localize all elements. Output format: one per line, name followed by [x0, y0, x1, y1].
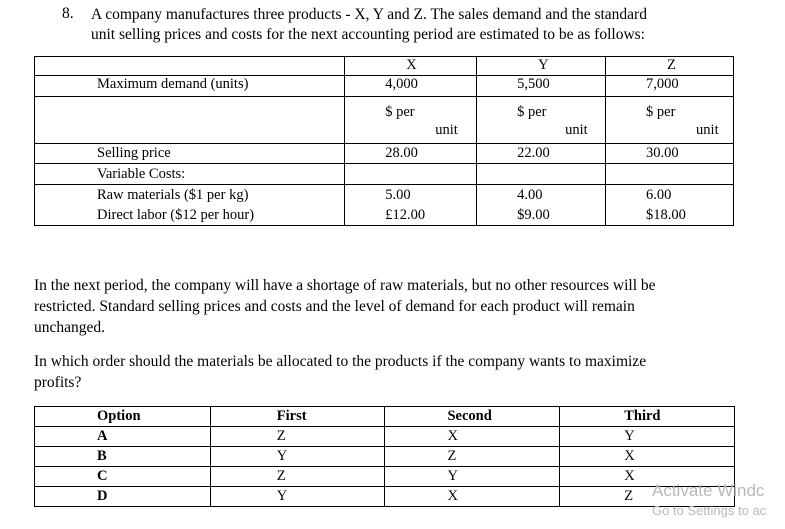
- direct-labor-text: Direct labor ($12 per hour): [97, 207, 255, 223]
- scenario-line-3: unchanged.: [34, 319, 106, 336]
- question-line-1: A company manufactures three products - X, Y and Z. The sales demand and the standard: [91, 6, 647, 23]
- header-first: First: [210, 407, 385, 427]
- option-third: X: [560, 467, 735, 487]
- selling-price-x: 28.00: [345, 144, 477, 164]
- option-first: Y: [210, 447, 385, 467]
- raw-materials-text: Raw materials ($1 per kg): [97, 187, 249, 203]
- option-second: Y: [385, 467, 560, 487]
- option-row-a[interactable]: [35, 427, 735, 447]
- direct-labor-y: $9.00: [517, 207, 550, 223]
- variable-costs-label: Variable Costs:: [35, 164, 345, 185]
- question-line-2: unit selling prices and costs for the next accounting period are estimated to be as follows:: [91, 26, 645, 43]
- header-row: [35, 57, 734, 76]
- option-label: C: [35, 467, 211, 487]
- header-option: Option: [35, 407, 211, 427]
- question-prompt: [34, 351, 754, 393]
- variable-costs-row: [35, 164, 734, 185]
- per-unit-row: [35, 97, 734, 144]
- demand-label: Maximum demand (units): [35, 76, 345, 97]
- option-third: Y: [560, 427, 735, 447]
- option-row-d[interactable]: [35, 487, 735, 507]
- per-unit-z-bottom: unit: [696, 122, 719, 138]
- header-second: Second: [385, 407, 560, 427]
- prompt-line-1: In which order should the materials be allocated to the products if the company wants to maximize: [34, 353, 647, 370]
- selling-price-label: Selling price: [35, 144, 345, 164]
- header-third: Third: [560, 407, 735, 427]
- per-unit-z: [606, 97, 734, 144]
- raw-materials-row: [35, 185, 734, 226]
- watermark-line-2: Go to Settings to ac: [652, 503, 767, 518]
- per-unit-blank: [35, 97, 345, 144]
- scenario-line-2: restricted. Standard selling prices and costs and the level of demand for each product will remain: [34, 298, 635, 315]
- header-product-x: X: [345, 57, 477, 76]
- demand-y: 5,500: [477, 76, 606, 97]
- question-number: 8.: [62, 5, 74, 22]
- cost-table: [34, 56, 734, 226]
- demand-z: 7,000: [606, 76, 734, 97]
- option-first: Z: [210, 467, 385, 487]
- prompt-line-2: profits?: [34, 374, 82, 391]
- per-unit-y-top: $ per: [517, 104, 547, 120]
- option-first: Z: [210, 427, 385, 447]
- per-unit-y-bottom: unit: [565, 122, 588, 138]
- header-product-y: Y: [477, 57, 606, 76]
- demand-x: 4,000: [345, 76, 477, 97]
- costs-y: [477, 185, 606, 226]
- option-third: X: [560, 447, 735, 467]
- option-second: X: [385, 487, 560, 507]
- per-unit-x: [345, 97, 477, 144]
- selling-price-y: 22.00: [477, 144, 606, 164]
- per-unit-z-top: $ per: [646, 104, 676, 120]
- option-third: Z: [560, 487, 735, 507]
- activation-watermark: [652, 481, 766, 521]
- header-blank: [35, 57, 345, 76]
- per-unit-y: [477, 97, 606, 144]
- option-second: Z: [385, 447, 560, 467]
- watermark-line-1: Activate Windc: [652, 481, 765, 500]
- header-product-z: Z: [606, 57, 734, 76]
- options-table: [34, 406, 735, 507]
- selling-price-row: [35, 144, 734, 164]
- direct-labor-z: $18.00: [646, 207, 686, 223]
- raw-materials-x: 5.00: [385, 187, 411, 203]
- option-label: B: [35, 447, 211, 467]
- scenario-line-1: In the next period, the company will have a shortage of raw materials, but no other resources will be: [34, 277, 656, 294]
- demand-row: [35, 76, 734, 97]
- scenario-paragraph: [34, 275, 754, 338]
- raw-materials-label: [35, 185, 345, 226]
- per-unit-x-bottom: unit: [435, 122, 458, 138]
- direct-labor-x: £12.00: [385, 207, 426, 223]
- option-label: D: [35, 487, 211, 507]
- costs-z: [606, 185, 734, 226]
- costs-x: [345, 185, 477, 226]
- option-row-b[interactable]: [35, 447, 735, 467]
- per-unit-x-top: $ per: [385, 104, 415, 120]
- option-second: X: [385, 427, 560, 447]
- options-header-row: [35, 407, 735, 427]
- raw-materials-z: 6.00: [646, 187, 672, 203]
- selling-price-z: 30.00: [606, 144, 734, 164]
- option-first: Y: [210, 487, 385, 507]
- raw-materials-y: 4.00: [517, 187, 543, 203]
- option-row-c[interactable]: [35, 467, 735, 487]
- option-label: A: [35, 427, 211, 447]
